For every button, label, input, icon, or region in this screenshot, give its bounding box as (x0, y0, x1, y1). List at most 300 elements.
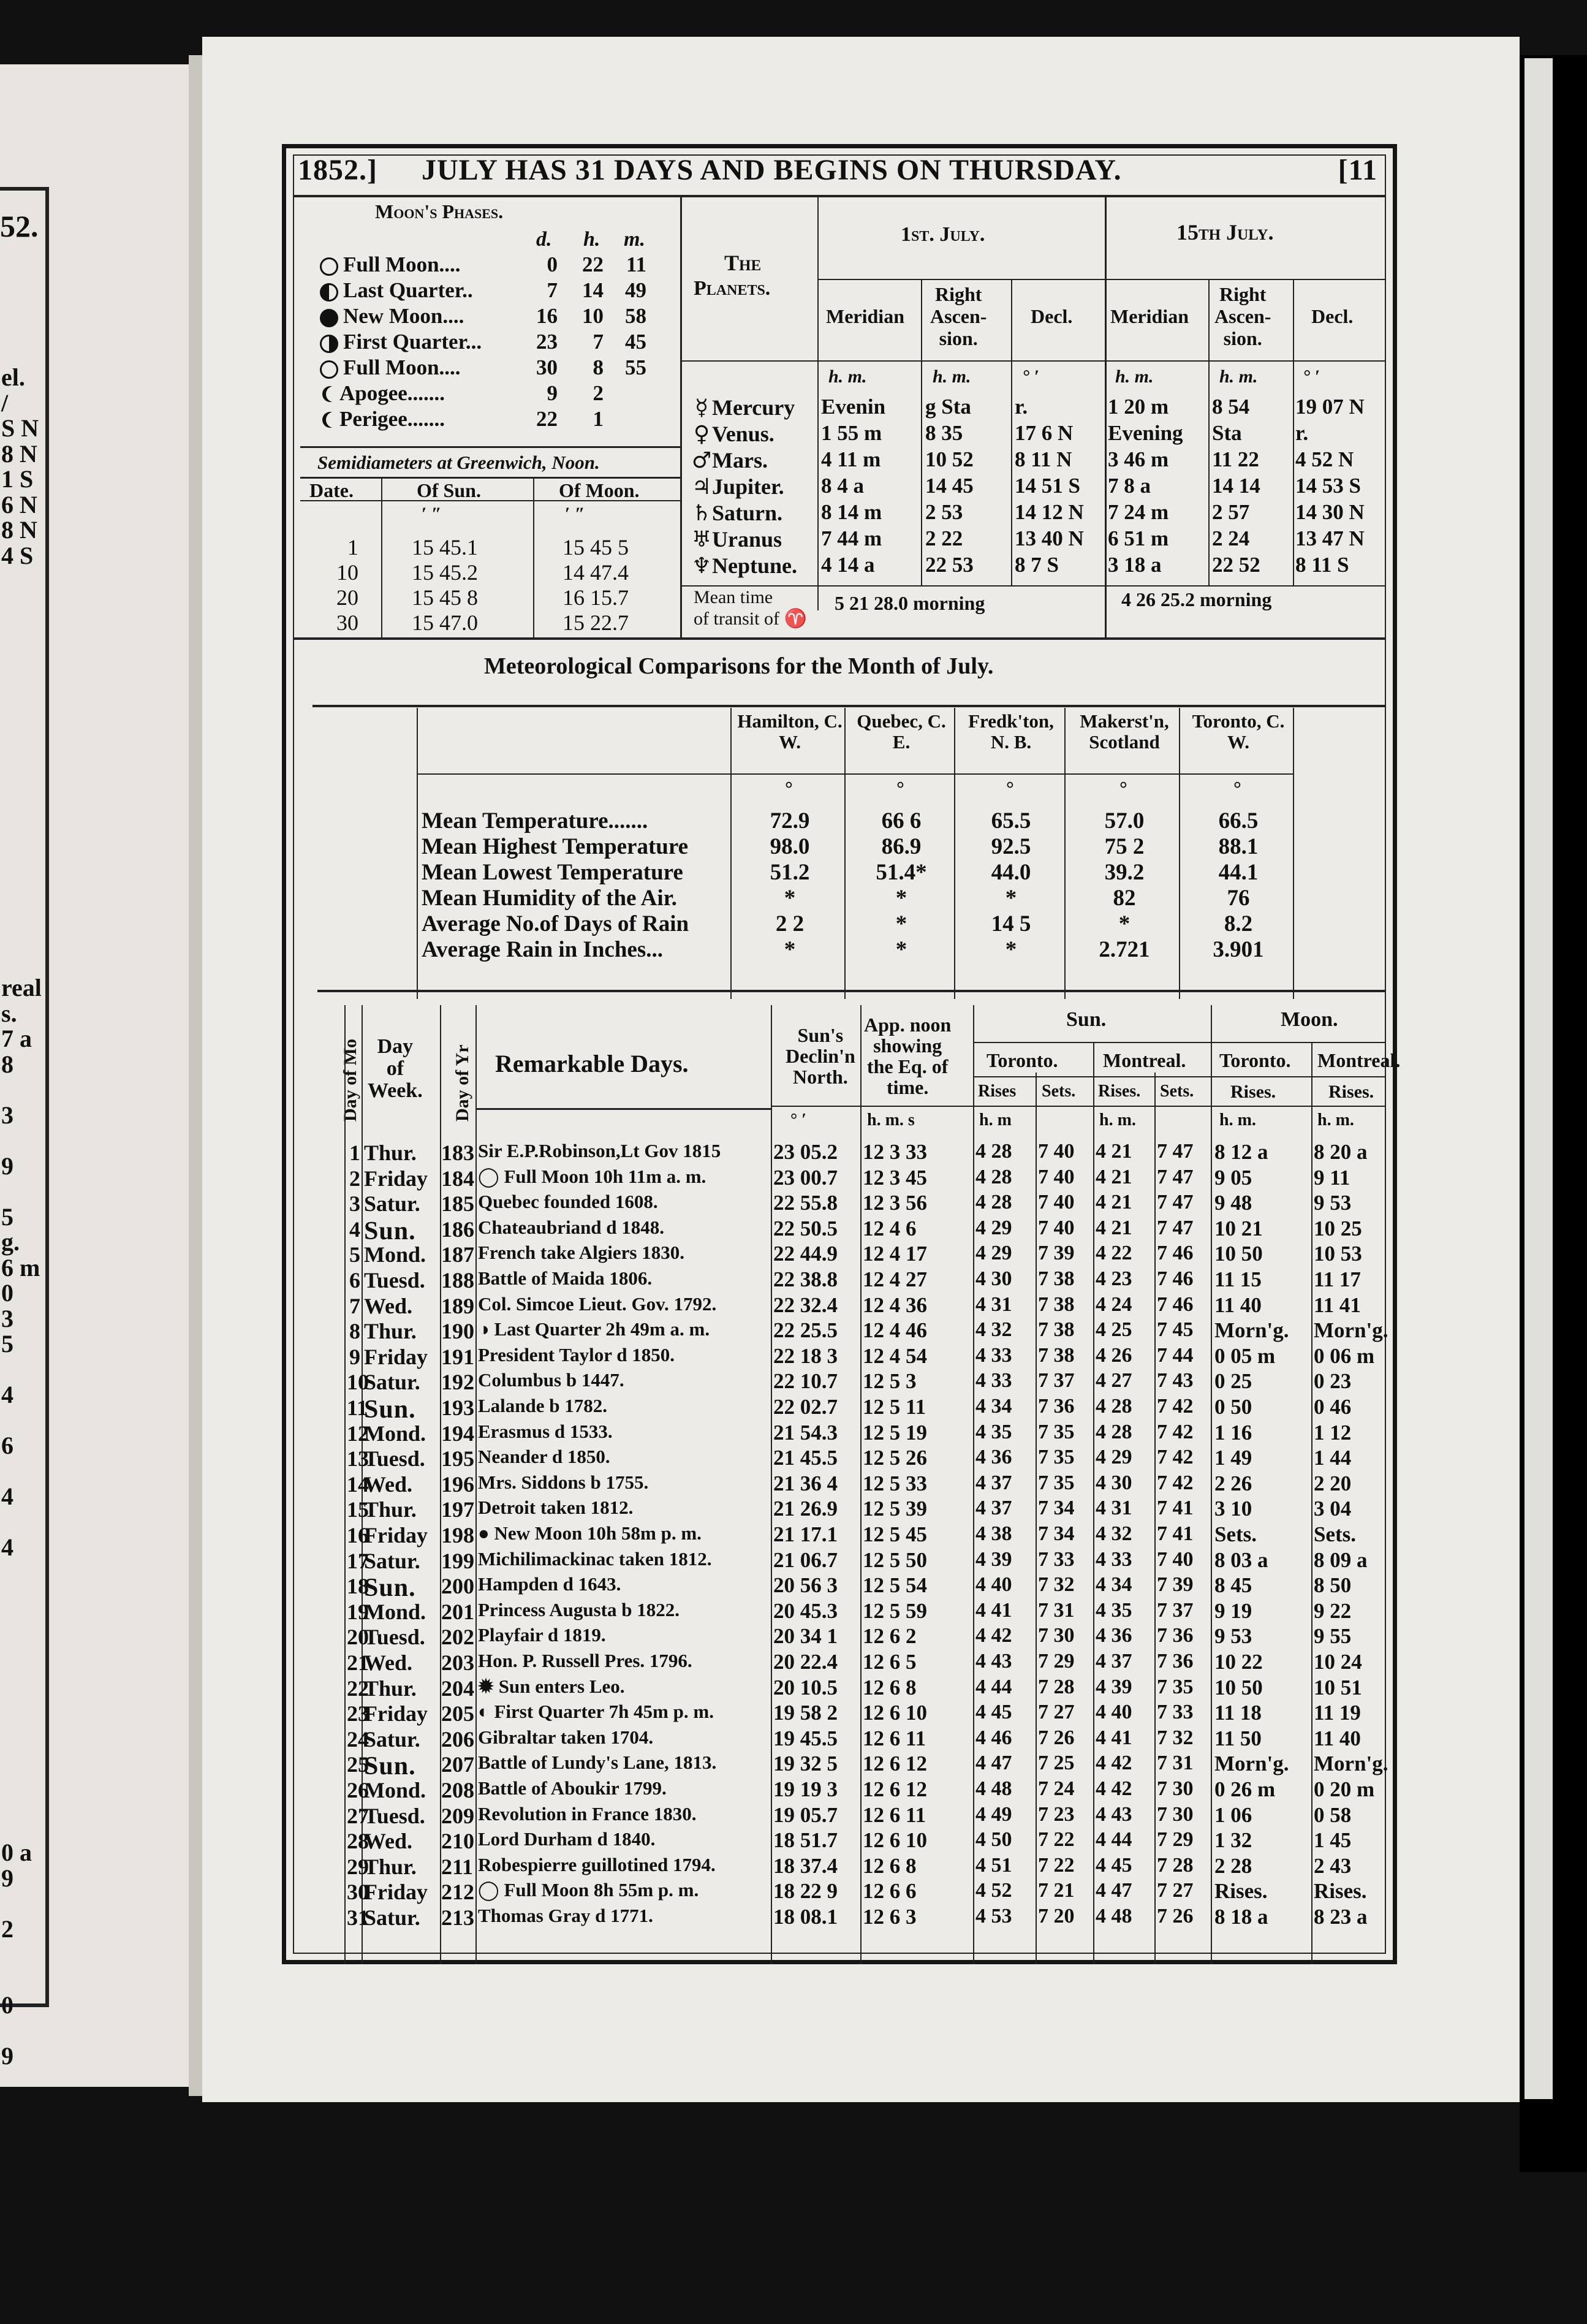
planet-value: 13 47 N (1295, 526, 1365, 550)
semi-sun: 15 47.0 (412, 610, 478, 635)
planets-title-2: Planets. (694, 277, 771, 300)
meteo-value: 44.1 (1218, 860, 1259, 885)
cal-sun-declination: 22 32.4 (773, 1293, 838, 1317)
cal-day-of-year: 187 (441, 1242, 474, 1267)
cal-montreal-moonrise: 8 09 a (1314, 1547, 1368, 1572)
cal-toronto-sunset: 7 35 (1038, 1446, 1075, 1469)
moon-phase-day: 7 (547, 278, 558, 302)
cal-day-of-year: 201 (441, 1599, 474, 1624)
cal-montreal-moonrise: 0 46 (1314, 1395, 1352, 1419)
cal-noon-time: 12 4 17 (863, 1242, 927, 1266)
cal-montreal-sunset: 7 42 (1157, 1471, 1194, 1494)
moon-phase-label (320, 278, 473, 303)
moon-phase-hour: 22 (582, 253, 604, 276)
prev-page-line (1, 746, 50, 772)
planet-value: 22 53 (925, 553, 974, 577)
cal-montreal-sunrise: 4 30 (1096, 1471, 1132, 1494)
cal-sun-declination: 22 44.9 (773, 1242, 838, 1266)
cal-remarkable-day: Thomas Gray d 1771. (478, 1905, 653, 1926)
meteo-degree: ° (785, 777, 793, 799)
planet-value: r. (1015, 395, 1028, 419)
cal-day-of-month: 18 (347, 1574, 369, 1599)
planets-date-2: 15th July. (1176, 220, 1274, 245)
cal-day-of-year: 210 (441, 1829, 474, 1854)
cal-day-of-week: Satur. (364, 1370, 420, 1395)
planet-unit: ° ′ (1303, 366, 1320, 387)
prev-page-line: real (1, 974, 42, 1001)
prev-page-line (1, 568, 50, 594)
cal-day-of-month: 31 (347, 1905, 369, 1930)
cal-toronto-sunrise: 4 35 (975, 1420, 1012, 1443)
cal-toronto-sunset: 7 24 (1038, 1777, 1075, 1800)
cal-toronto-moonrise: 10 21 (1214, 1216, 1263, 1240)
cal-remarkable-day: Battle of Aboukir 1799. (478, 1777, 667, 1799)
cal-montreal-moonrise: 9 22 (1314, 1598, 1352, 1623)
planets-vline-e (1293, 279, 1294, 585)
planet-value: 8 11 N (1015, 447, 1072, 471)
full-moon-icon (320, 360, 338, 379)
cal-day-of-month: 7 (349, 1293, 360, 1318)
cal-toronto-sunrise: 4 32 (975, 1318, 1012, 1342)
cal-header-toronto-moon: Toronto. (1219, 1049, 1291, 1071)
planet-unit: h. m. (828, 366, 867, 387)
cal-toronto-moonrise: 1 06 (1214, 1802, 1252, 1827)
prev-page-line (1, 1636, 50, 1662)
cal-day-of-year: 208 (441, 1778, 474, 1802)
cal-day-of-year: 183 (441, 1141, 474, 1165)
cal-montreal-sunset: 7 42 (1157, 1395, 1194, 1418)
cal-toronto-sunset: 7 29 (1038, 1650, 1075, 1673)
cal-day-of-month: 8 (349, 1319, 360, 1344)
prev-page-line (1, 1738, 50, 1764)
cal-montreal-sunset: 7 47 (1157, 1191, 1194, 1214)
moon-phase-name: Apogee....... (339, 381, 445, 405)
cal-day-of-month: 22 (347, 1676, 369, 1701)
cal-montreal-sunrise: 4 21 (1096, 1165, 1132, 1188)
cal-toronto-sunset: 7 26 (1038, 1726, 1075, 1749)
cal-noon-time: 12 5 39 (863, 1497, 927, 1521)
cal-toronto-sunrise: 4 33 (975, 1343, 1012, 1367)
prev-page-line (1, 1611, 50, 1637)
planet-value: 14 51 S (1015, 474, 1080, 498)
cal-toronto-sunrise: 4 28 (975, 1191, 1012, 1214)
cal-toronto-sunset: 7 40 (1038, 1216, 1075, 1239)
cal-day-of-year: 191 (441, 1344, 474, 1369)
planet-value: 2 53 (925, 500, 963, 524)
planet-value: 14 45 (925, 474, 974, 498)
prev-page-line: g. (1, 2169, 20, 2197)
cal-day-of-year: 203 (441, 1650, 474, 1675)
cal-remarkable-day: Lalande b 1782. (478, 1395, 608, 1416)
cal-montreal-sunrise: 4 24 (1096, 1293, 1132, 1316)
cal-toronto-sunset: 7 35 (1038, 1471, 1075, 1494)
crescent-icon (320, 412, 335, 430)
semi-date: 30 (336, 610, 358, 635)
cal-montreal-sunset: 7 47 (1157, 1140, 1194, 1163)
cal-montreal-moonrise: 0 23 (1314, 1369, 1352, 1394)
planet-value: r. (1295, 421, 1309, 445)
planet-sub-meridian-1: Meridian (826, 305, 904, 327)
cal-montreal-sunrise: 4 21 (1096, 1216, 1132, 1239)
prev-page-line (1, 721, 50, 746)
cal-montreal-moonrise: 9 11 (1314, 1165, 1350, 1190)
planet-value: 7 44 m (821, 526, 882, 550)
cal-toronto-sunset: 7 21 (1038, 1879, 1075, 1902)
moon-phase-name: First Quarter... (343, 330, 482, 354)
semi-moon: 14 47.4 (562, 560, 629, 585)
prev-page-line (1, 797, 50, 823)
cal-toronto-sunset: 7 23 (1038, 1802, 1075, 1826)
meteo-label: Average Rain in Inches... (422, 937, 663, 962)
moon-phase-label (320, 253, 461, 277)
cal-noon-time: 12 3 45 (863, 1165, 927, 1190)
planet-value: 10 52 (925, 447, 974, 471)
prev-page-line (1, 1687, 50, 1713)
cal-toronto-moonrise: 8 45 (1214, 1573, 1252, 1598)
planets-vline-mid (1105, 195, 1107, 637)
prev-page-line: s. (1, 999, 17, 1027)
cal-montreal-moonrise: 3 04 (1314, 1497, 1352, 1521)
cal-day-of-month: 1 (349, 1141, 360, 1165)
cal-day-of-week: Mond. (364, 1599, 426, 1624)
cal-day-of-month: 17 (347, 1548, 369, 1573)
prev-page-line: 3 (1, 2271, 13, 2299)
cal-day-of-year: 204 (441, 1676, 474, 1701)
cal-montreal-moonrise: 2 43 (1314, 1853, 1352, 1878)
planet-unit: ° ′ (1022, 366, 1039, 387)
cal-montreal-sunset: 7 36 (1157, 1650, 1194, 1673)
planet-label: Venus. (712, 422, 775, 446)
cal-toronto-moonrise: 1 32 (1214, 1828, 1252, 1853)
cal-sun-declination: 20 45.3 (773, 1598, 838, 1623)
moon-phase-name: Full Moon.... (343, 355, 461, 379)
cal-day-of-week: Tuesd. (364, 1803, 425, 1828)
cal-day-of-month: 11 (347, 1396, 368, 1420)
planet-label: Saturn. (712, 501, 783, 525)
prev-page-line (1, 873, 50, 899)
cal-day-of-year: 207 (441, 1752, 474, 1777)
semidiameters-title: Semidiameters at Greenwich, Noon. (317, 452, 600, 473)
moon-phase-hour: 2 (593, 381, 604, 405)
cal-toronto-sunrise: 4 53 (975, 1905, 1012, 1927)
cal-toronto-sunset: 7 39 (1038, 1242, 1075, 1265)
cal-toronto-sunrise: 4 43 (975, 1650, 1012, 1673)
cal-vline-8 (1093, 1042, 1094, 1964)
cal-toronto-sunrise: 4 46 (975, 1726, 1012, 1749)
cal-noon-time: 12 5 54 (863, 1573, 927, 1598)
meteo-value: 44.0 (991, 860, 1031, 885)
cal-toronto-sunrise: 4 39 (975, 1547, 1012, 1571)
cal-day-of-week: Friday (364, 1166, 428, 1191)
cal-montreal-moonrise: 1 45 (1314, 1828, 1352, 1853)
cal-day-of-year: 202 (441, 1625, 474, 1650)
cal-vline-6 (973, 1005, 974, 1964)
cal-day-of-week: Mond. (364, 1242, 426, 1267)
prev-page-line: S N (1, 414, 39, 442)
planet-value: 3 18 a (1108, 553, 1162, 577)
cal-unit-hms: h. m. s (867, 1111, 915, 1130)
cal-montreal-sunset: 7 45 (1157, 1318, 1194, 1342)
cal-toronto-sunrise: 4 36 (975, 1446, 1012, 1469)
meteo-label: Mean Humidity of the Air. (422, 886, 677, 911)
cal-montreal-sunrise: 4 28 (1096, 1420, 1132, 1443)
cal-toronto-moonrise: 0 25 (1214, 1369, 1252, 1394)
meteo-vline-3 (954, 708, 955, 999)
planet-label: Neptune. (712, 553, 798, 578)
cal-montreal-sunrise: 4 48 (1096, 1905, 1132, 1927)
header-page-number: [11 (1338, 154, 1377, 186)
prev-page-line (1, 924, 50, 950)
moon-phase-hour: 7 (593, 330, 604, 354)
cal-montreal-moonrise: 11 40 (1314, 1726, 1361, 1750)
planet-unit: h. m. (933, 366, 971, 387)
cal-montreal-moonrise: 11 41 (1314, 1293, 1361, 1317)
prev-page-line (1, 1357, 50, 1383)
cal-montreal-sunrise: 4 34 (1096, 1573, 1132, 1597)
cal-day-of-month: 12 (347, 1421, 369, 1446)
cal-day-of-year: 193 (441, 1396, 474, 1420)
cal-noon-time: 12 6 6 (863, 1879, 917, 1904)
meteo-value: 8.2 (1224, 911, 1253, 936)
cal-montreal-moonrise: Rises. (1314, 1879, 1367, 1904)
prev-page-line (1, 1764, 50, 1790)
meteo-value: 86.9 (881, 834, 922, 859)
cal-remarkable-day: ◐ First Quarter 7h 45m p. m. (478, 1701, 714, 1723)
cal-toronto-sunrise: 4 48 (975, 1777, 1012, 1800)
cal-sun-declination: 19 19 3 (773, 1777, 838, 1801)
cal-remarkable-day: French take Algiers 1830. (478, 1242, 684, 1264)
cal-toronto-sunrise: 4 50 (975, 1828, 1012, 1851)
cal-montreal-sunset: 7 35 (1157, 1675, 1194, 1698)
header-year: 1852.] (298, 154, 377, 186)
cal-day-of-year: 197 (441, 1497, 474, 1522)
cal-header-toronto-sun: Toronto. (987, 1049, 1058, 1071)
transit-label-1: Mean time (694, 587, 773, 607)
prev-page-line (1, 594, 50, 620)
prev-page-line: 8 (1, 1050, 13, 1078)
prev-page-line: 8 (1, 2220, 13, 2248)
cal-day-of-week: Thur. (364, 1141, 417, 1165)
prev-page-line: / (1, 389, 9, 417)
transit-value-1: 5 21 28.0 morning (835, 592, 985, 614)
cal-sun-declination: 22 25.5 (773, 1318, 838, 1343)
last-quarter-icon (320, 283, 338, 302)
moon-phase-min: 49 (625, 278, 646, 302)
cal-remarkable-day: ✹ Sun enters Leo. (478, 1675, 625, 1697)
cal-day-of-week: Friday (364, 1523, 428, 1547)
meteo-value: * (1118, 911, 1131, 936)
cal-montreal-sunrise: 4 33 (1096, 1547, 1132, 1571)
semi-sun: 15 45.2 (412, 560, 478, 585)
planet-value: 1 20 m (1108, 395, 1169, 419)
prev-page-header: 52. (0, 209, 39, 243)
cal-montreal-sunset: 7 43 (1157, 1369, 1194, 1392)
cal-montreal-sunrise: 4 29 (1096, 1446, 1132, 1469)
cal-montreal-moonrise: 11 17 (1314, 1267, 1361, 1291)
cal-toronto-sunset: 7 28 (1038, 1675, 1075, 1698)
prev-page-line (1, 1077, 50, 1103)
prev-page-line: 8 N (1, 439, 37, 468)
cal-sun-declination: 18 51.7 (773, 1828, 838, 1853)
cal-toronto-sunset: 7 40 (1038, 1140, 1075, 1163)
cal-day-of-week: Sun. (364, 1217, 416, 1245)
prev-page-line (1, 696, 50, 721)
planet-value: 22 52 (1212, 553, 1260, 577)
cal-toronto-sunset: 7 31 (1038, 1598, 1075, 1622)
cal-vline-4 (771, 1005, 772, 1964)
cal-sun-declination: 22 10.7 (773, 1369, 838, 1394)
meteo-title: Meteorological Comparisons for the Month of July. (484, 653, 994, 679)
cal-sun-declination: 23 05.2 (773, 1140, 838, 1164)
cal-day-of-month: 14 (347, 1471, 369, 1497)
cal-toronto-sunset: 7 32 (1038, 1573, 1075, 1597)
cal-remarkable-day: Lord Durham d 1840. (478, 1828, 656, 1850)
moon-phase-day: 9 (547, 381, 558, 405)
prev-page-line: 7 a (1, 1025, 32, 1052)
cal-montreal-sunrise: 4 26 (1096, 1343, 1132, 1367)
cal-vline-9 (1154, 1073, 1156, 1964)
transit-label-2: of transit of ♈ (694, 609, 807, 629)
planet-symbol-icon: ♅ (691, 527, 712, 552)
cal-toronto-moonrise: Morn'g. (1214, 1318, 1289, 1343)
cal-noon-time: 12 6 11 (863, 1726, 926, 1750)
planet-sub-decl-1: Decl. (1031, 305, 1073, 327)
planet-value: 8 54 (1212, 395, 1250, 419)
planet-value: 14 12 N (1015, 500, 1084, 524)
cal-day-of-year: 185 (441, 1191, 474, 1217)
cal-sun-declination: 19 58 2 (773, 1701, 838, 1725)
cal-montreal-sunrise: 4 47 (1096, 1879, 1132, 1902)
prev-page-line (1, 1789, 50, 1815)
moon-phase-label (320, 330, 482, 354)
prev-page-line: 0 (1, 1991, 13, 2019)
semi-vline-2 (533, 477, 534, 637)
planet-name (691, 500, 782, 526)
semi-sun: 15 45.1 (412, 535, 478, 560)
cal-day-of-week: Satur. (364, 1905, 420, 1930)
cal-montreal-sunset: 7 41 (1157, 1497, 1194, 1520)
cal-day-of-month: 25 (347, 1752, 369, 1777)
meteo-vline-4 (1064, 708, 1066, 999)
cal-toronto-sunrise: 4 29 (975, 1242, 1012, 1265)
prev-page-line (1, 645, 50, 670)
cal-header-sun: Sun. (1066, 1008, 1107, 1031)
planet-name (691, 447, 768, 473)
header-title: JULY HAS 31 DAYS AND BEGINS ON THURSDAY. (422, 154, 1122, 186)
cal-header-montreal-moon: Montreal. (1317, 1049, 1401, 1071)
prev-page-line (1, 1967, 50, 1993)
cal-toronto-sunrise: 4 38 (975, 1522, 1012, 1545)
next-page-edge (1525, 58, 1553, 2099)
meteo-value: 82 (1113, 886, 1136, 911)
semi-header-date: Date. (309, 479, 354, 501)
cal-remarkable-day: Battle of Maida 1806. (478, 1267, 653, 1289)
cal-header-moon: Moon. (1281, 1008, 1338, 1031)
cal-day-of-week: Friday (364, 1880, 428, 1905)
prev-page-line (1, 822, 50, 848)
cal-day-of-year: 189 (441, 1293, 474, 1318)
cal-montreal-sunset: 7 30 (1157, 1777, 1194, 1800)
cal-toronto-moonrise: 11 50 (1214, 1726, 1262, 1750)
meteo-value: 57.0 (1104, 808, 1145, 834)
cal-toronto-sunrise: 4 37 (975, 1471, 1012, 1494)
prev-page-line (1, 848, 50, 874)
cal-day-of-year: 206 (441, 1726, 474, 1752)
cal-vline-3 (475, 1005, 477, 1964)
cal-header-decl: Sun's Declin'n North. (786, 1024, 855, 1088)
meteo-value: * (895, 937, 907, 962)
planet-value: 3 46 m (1108, 447, 1169, 471)
cal-unit-hm-1: h. m (979, 1111, 1012, 1130)
cal-remarkable-day: Quebec founded 1608. (478, 1191, 658, 1213)
planet-value: 8 4 a (821, 474, 864, 498)
semi-date: 10 (336, 560, 358, 585)
planet-value: g Sta (925, 395, 971, 419)
prev-page-line: 6 m (1, 1253, 40, 1282)
meteo-value: 3.901 (1213, 937, 1264, 962)
meteo-degree: ° (1119, 777, 1127, 799)
cal-toronto-sunrise: 4 52 (975, 1879, 1012, 1902)
cal-header-sets-1: Sets. (1042, 1082, 1076, 1101)
semi-vline-1 (381, 477, 382, 637)
cal-toronto-sunrise: 4 28 (975, 1140, 1012, 1163)
cal-sun-declination: 21 17.1 (773, 1522, 838, 1546)
cal-sun-declination: 22 55.8 (773, 1191, 838, 1215)
planet-value: 4 14 a (821, 553, 875, 577)
cal-day-of-month: 19 (347, 1599, 369, 1624)
prev-page-line (1, 619, 50, 645)
cal-remarkable-day: ◯ Full Moon 10h 11m a. m. (478, 1165, 706, 1187)
cal-montreal-moonrise: 10 25 (1314, 1216, 1362, 1240)
cal-vline-11 (1311, 1042, 1312, 1964)
cal-header-noon: App. noon showing the Eq. of time. (864, 1014, 952, 1098)
planets-vline-c (1011, 279, 1012, 585)
previous-page (0, 64, 189, 2324)
cal-day-of-year: 192 (441, 1370, 474, 1395)
moon-phase-day: 23 (536, 330, 558, 354)
meteo-value: * (895, 886, 907, 911)
cal-noon-time: 12 6 10 (863, 1828, 927, 1853)
cal-toronto-moonrise: 0 26 m (1214, 1777, 1276, 1801)
cal-day-of-week: Tuesd. (364, 1625, 425, 1650)
cal-montreal-sunset: 7 40 (1157, 1547, 1194, 1571)
moon-phase-day: 30 (536, 355, 558, 379)
meteo-degree: ° (1006, 777, 1014, 799)
cal-montreal-sunset: 7 32 (1157, 1726, 1194, 1749)
meteo-degree: ° (896, 777, 904, 799)
cal-montreal-sunrise: 4 27 (1096, 1369, 1132, 1392)
cal-day-of-month: 23 (347, 1701, 369, 1726)
planet-value: 17 6 N (1015, 421, 1074, 445)
cal-noon-time: 12 6 3 (863, 1905, 917, 1929)
cal-day-of-year: 205 (441, 1701, 474, 1726)
cal-noon-time: 12 5 50 (863, 1547, 927, 1572)
cal-sun-declination: 18 08.1 (773, 1905, 838, 1929)
cal-toronto-moonrise: Morn'g. (1214, 1752, 1289, 1776)
meteo-value: 98.0 (770, 834, 810, 859)
prev-page-line (1, 2069, 50, 2095)
cal-day-of-week: Thur. (364, 1319, 417, 1344)
cal-montreal-sunrise: 4 42 (1096, 1752, 1132, 1775)
transit-value-2: 4 26 25.2 morning (1121, 588, 1272, 610)
planets-left-vline (680, 195, 682, 637)
moon-phase-hour: 1 (593, 407, 604, 431)
page-header (293, 153, 1386, 190)
prev-page-line: 0 a (1, 1839, 32, 1866)
cal-toronto-sunrise: 4 31 (975, 1293, 1012, 1316)
cal-toronto-moonrise: 11 15 (1214, 1267, 1262, 1291)
moon-phase-name: Full Moon.... (343, 253, 461, 276)
